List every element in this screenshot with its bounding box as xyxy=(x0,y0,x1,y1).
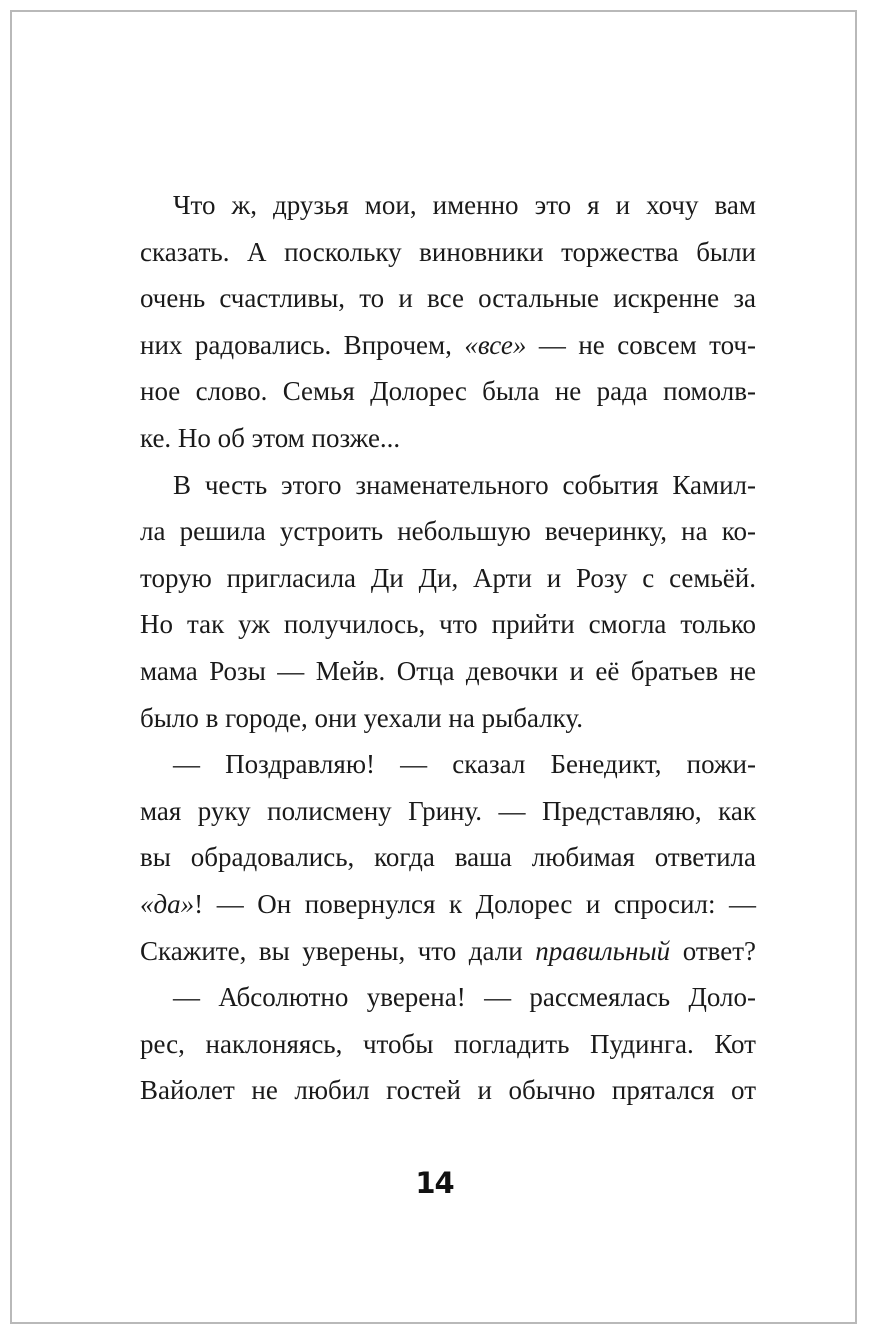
line-text: торую пригласила Ди Ди, Арти и Розу с семьёй. xyxy=(140,562,756,593)
text-line xyxy=(140,462,756,509)
text-line xyxy=(140,648,756,695)
line-text: ке. Но об этом позже... xyxy=(140,422,401,453)
text-line xyxy=(140,1021,756,1068)
line-text: ла решила устроить небольшую вечеринку, на ко- xyxy=(140,516,756,547)
line-text: ! — Он повернулся к Долорес и спросил: — xyxy=(194,888,756,919)
line-text: сказать. А поскольку виновники торжества были xyxy=(140,236,756,267)
line-text: очень счастливы, то и все остальные искренне за xyxy=(140,283,756,314)
text-line xyxy=(140,601,756,648)
line-text: ное слово. Семья Долорес была не рада помолв- xyxy=(140,376,756,407)
text-line xyxy=(140,508,756,555)
text-line xyxy=(140,881,756,928)
text-line xyxy=(140,555,756,602)
line-text: В честь этого знаменательного события Камил- xyxy=(173,469,756,500)
line-text: мая руку полисмену Грину. — Представляю, как xyxy=(140,795,756,826)
line-text: ответ? xyxy=(682,935,756,966)
text-line xyxy=(140,695,756,742)
text-line xyxy=(140,834,756,881)
line-text: Что ж, друзья мои, именно это я и хочу вам xyxy=(173,190,756,220)
line-text: было в городе, они уехали на рыбалку. xyxy=(140,702,583,733)
text-line xyxy=(140,788,756,835)
text-line xyxy=(140,182,756,229)
line-text: мама Розы — Мейв. Отца девочки и её братьев не xyxy=(140,655,756,686)
text-line xyxy=(140,275,756,322)
text-line xyxy=(140,974,756,1021)
line-text: вы обрадовались, когда ваша любимая ответила xyxy=(140,842,756,873)
line-text: рес, наклоняясь, чтобы погладить Пудинга. Кот xyxy=(140,1028,756,1059)
text-line xyxy=(140,322,756,369)
text-line xyxy=(140,1067,756,1114)
line-text: них радовались. Впрочем, xyxy=(140,329,452,360)
text-line xyxy=(140,741,756,788)
line-text: — Поздравляю! — сказал Бенедикт, пожи- xyxy=(173,749,756,780)
line-text: Но так уж получилось, что прийти смогла только xyxy=(140,609,756,640)
text-line xyxy=(140,229,756,276)
text-line xyxy=(140,415,756,462)
line-text: Скажите, вы уверены, что дали xyxy=(140,935,523,966)
italic-text: правильный xyxy=(535,935,671,966)
line-text: — не совсем точ- xyxy=(538,329,757,360)
line-text: Вайолет не любил гостей и обычно прятался от xyxy=(140,1075,756,1106)
italic-text: «все» xyxy=(464,329,527,360)
text-line xyxy=(140,368,756,415)
book-text xyxy=(140,182,756,1114)
text-line xyxy=(140,928,756,975)
page-number: 14 xyxy=(415,1166,454,1200)
italic-text: «да» xyxy=(140,888,195,919)
line-text: — Абсолютно уверена! — рассмеялась Доло- xyxy=(173,982,756,1013)
